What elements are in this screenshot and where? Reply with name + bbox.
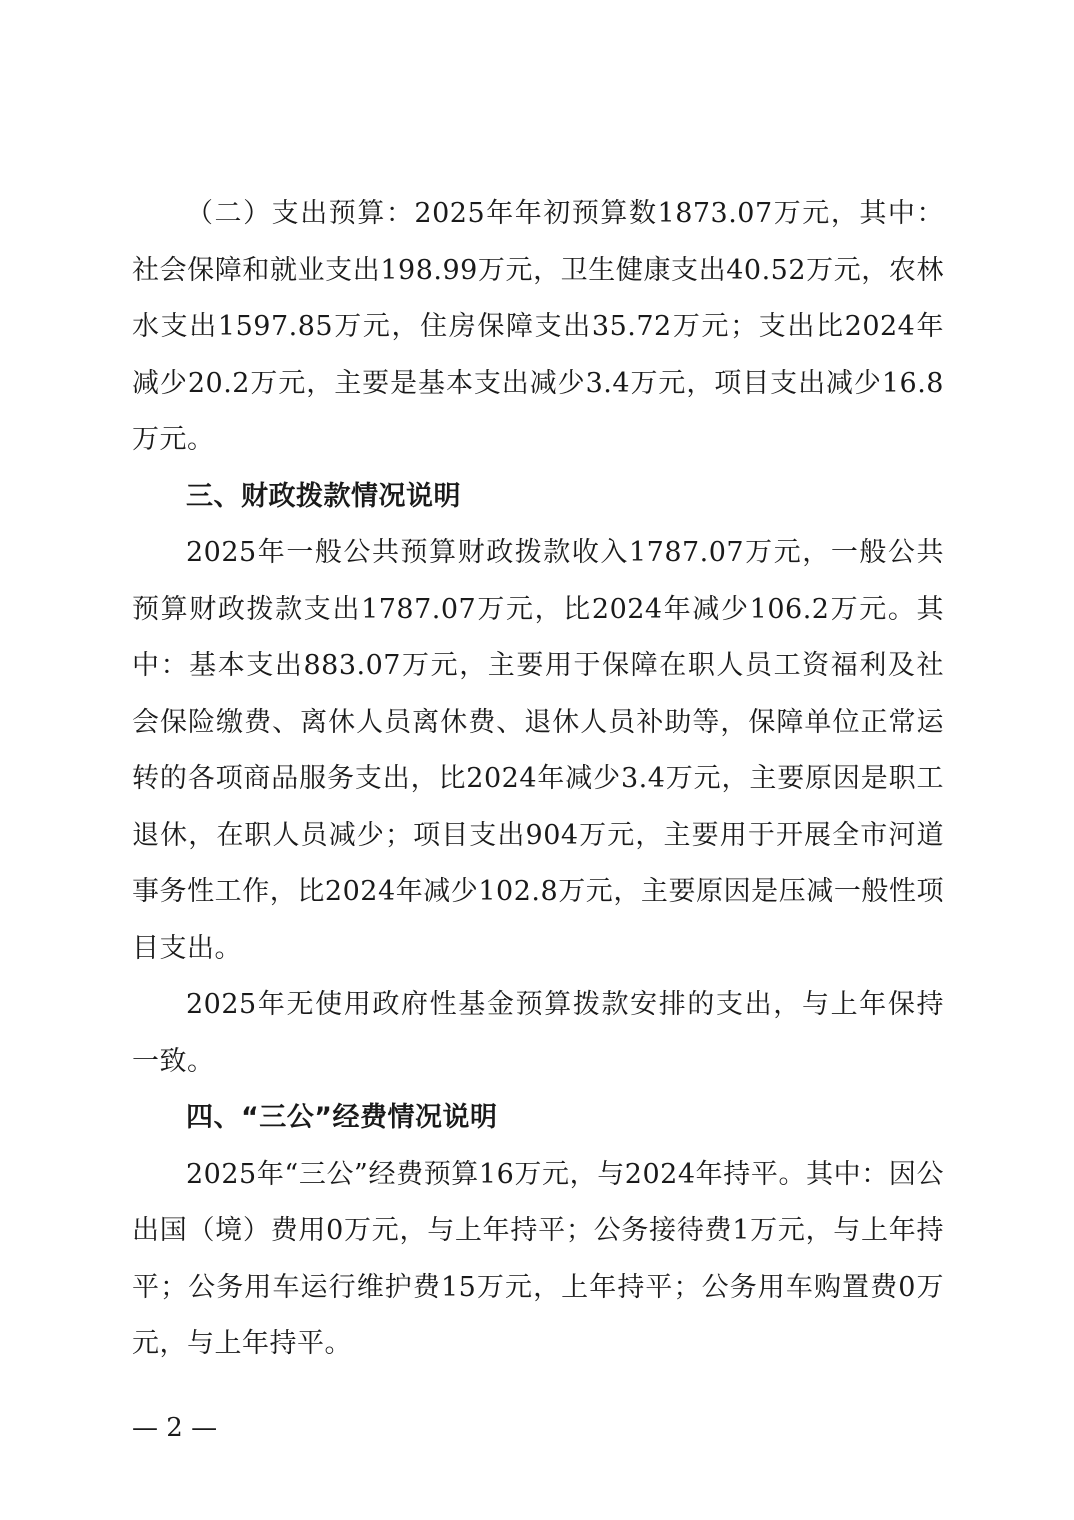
government-fund-paragraph: 2025年无使用政府性基金预算拨款安排的支出，与上年保持一致。 — [132, 989, 944, 1077]
page-number: — 2 — — [132, 1413, 218, 1443]
section-4-heading: 四、“三公”经费情况说明 — [186, 1102, 498, 1133]
document-body — [132, 186, 944, 1373]
fiscal-appropriation-paragraph: 2025年一般公共预算财政拨款收入1787.07万元，一般公共预算财政拨款支出1787.07万元，比2024年减少106.2万元。其中：基本支出883.07万元，主要用于保障在职人员工资福利及社会保险缴费、离休人员离休费、退休人员补助等，保障单位正常运转的各项商品服务支出，比2024年减少3.4万元，主要原因是职工退休，在职人员减少；项目支出904万元，主要用于开展全市河道事务性工作，比2024年减少102.8万元，主要原因是压减一般性项目支出。 — [132, 537, 944, 964]
expenditure-budget-paragraph: （二）支出预算：2025年年初预算数1873.07万元，其中：社会保障和就业支出198.99万元，卫生健康支出40.52万元，农林水支出1597.85万元，住房保障支出35.72万元；支出比2024年减少20.2万元，主要是基本支出减少3.4万元，项目支出减少16.8万元。 — [132, 198, 944, 455]
three-public-expenses-paragraph: 2025年“三公”经费预算16万元，与2024年持平。其中：因公出国（境）费用0万元，与上年持平；公务接待费1万元，与上年持平；公务用车运行维护费15万元，上年持平；公务用车购置费0万元，与上年持平。 — [132, 1158, 944, 1359]
section-3-heading: 三、财政拨款情况说明 — [186, 480, 461, 512]
